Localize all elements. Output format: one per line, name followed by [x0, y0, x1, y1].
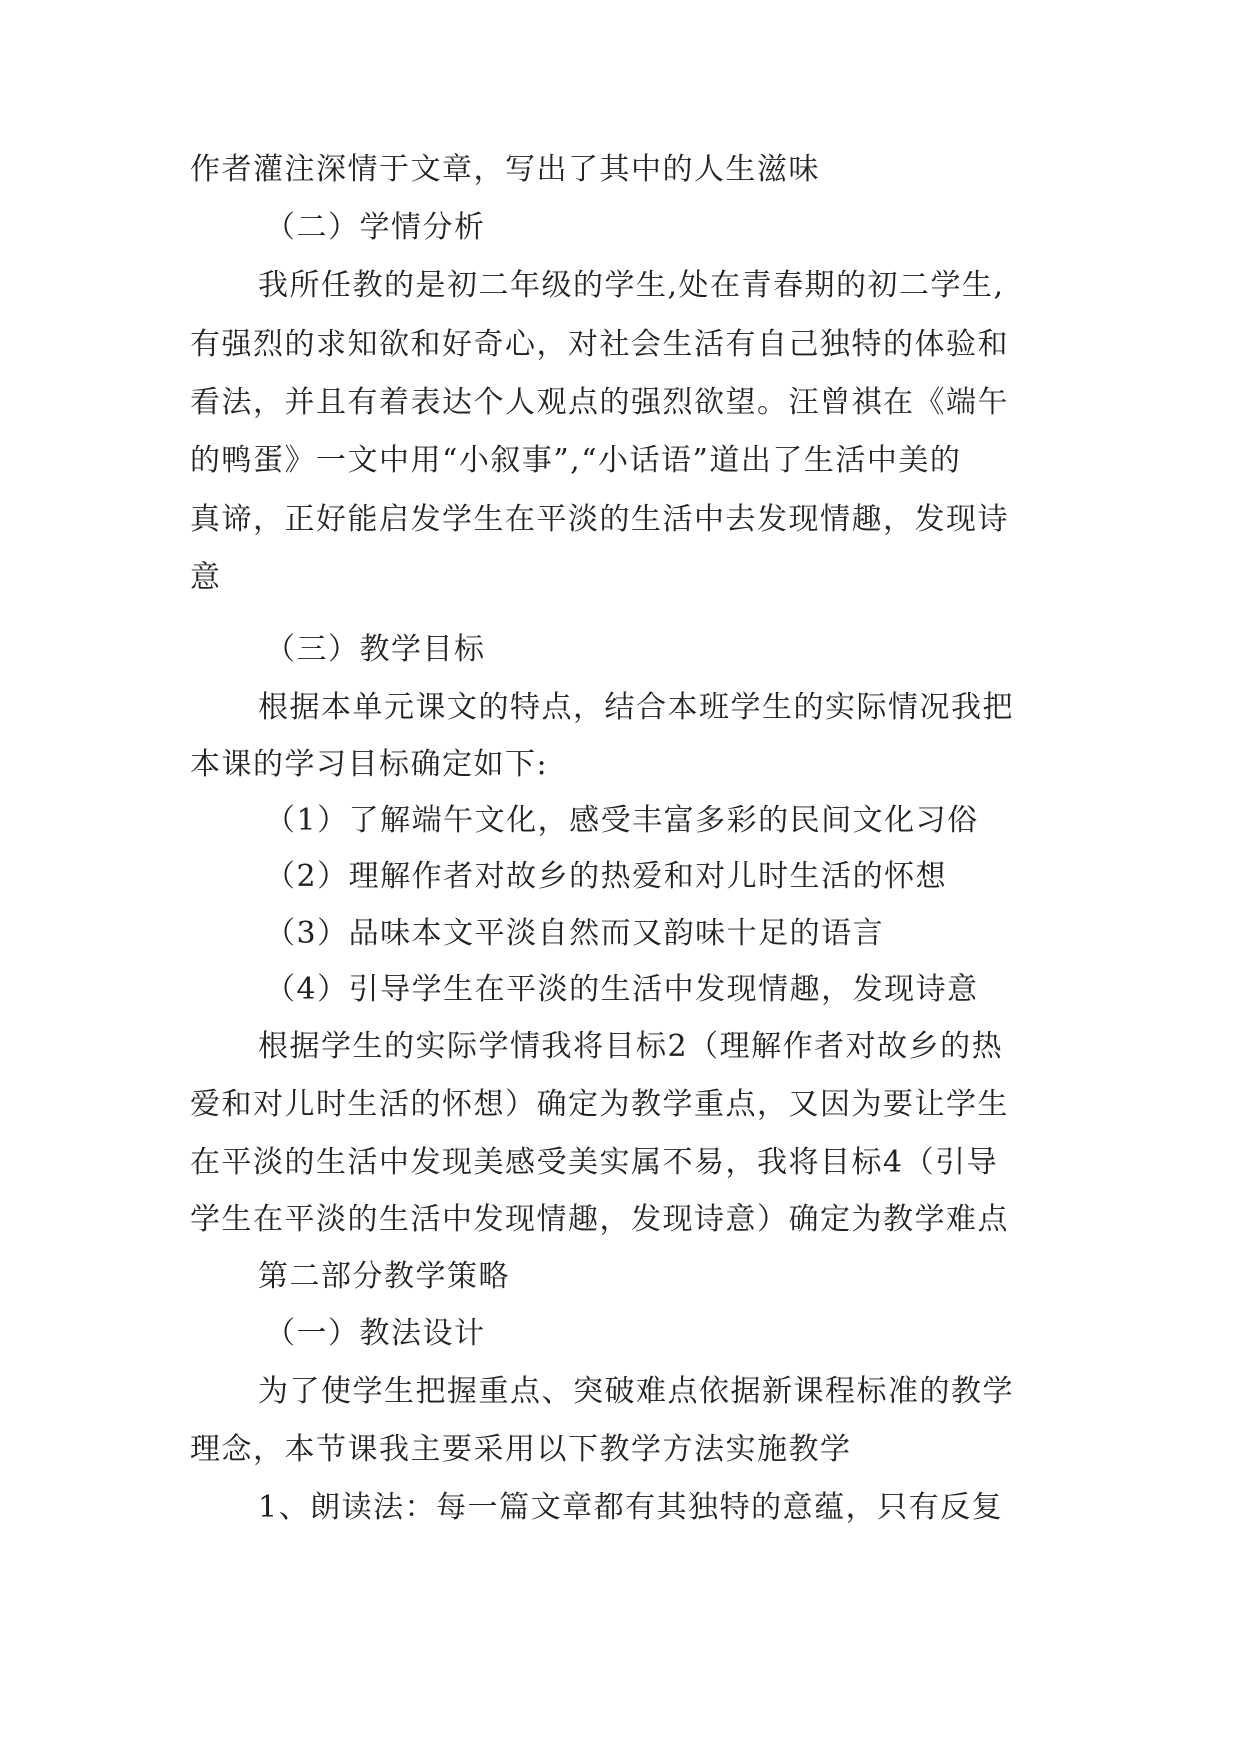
text-line: 真谛，正好能启发学生在平淡的生活中去发现情趣，发现诗 [190, 502, 1009, 537]
text-line: 意 [190, 560, 222, 595]
text-line: 我所任教的是初二年级的学生,处在青春期的初二学生, [258, 268, 1005, 303]
list-item: （3）品味本文平淡自然而又韵味十足的语言 [265, 916, 885, 951]
text-line: 爱和对儿时生活的怀想）确定为教学重点，又因为要让学生 [190, 1087, 1009, 1122]
text-line: 看法，并且有着表达个人观点的强烈欲望。汪曾祺在《端午 [190, 385, 1009, 420]
text-line: 本课的学习目标确定如下: [190, 747, 549, 782]
text-line: 有强烈的求知欲和好奇心，对社会生活有自己独特的体验和 [190, 327, 1009, 362]
section-heading: （二）学情分析 [265, 210, 486, 245]
list-item: （4）引导学生在平淡的生活中发现情趣，发现诗意 [265, 972, 979, 1007]
text-line: 根据学生的实际学情我将目标2（理解作者对故乡的热 [258, 1029, 1004, 1064]
text-line: 根据本单元课文的特点，结合本班学生的实际情况我把 [258, 690, 1014, 725]
list-item: （1）了解端午文化，感受丰富多彩的民间文化习俗 [265, 803, 979, 838]
text-line: 1、朗读法：每一篇文章都有其独特的意蕴，只有反复 [258, 1490, 1004, 1525]
section-heading: （一）教法设计 [265, 1316, 486, 1351]
text-line: 理念，本节课我主要采用以下教学方法实施教学 [190, 1432, 852, 1467]
text-line: 的鸭蛋》一文中用“小叙事”,“小话语”道出了生活中美的 [190, 443, 962, 478]
text-line: 在平淡的生活中发现美感受美实属不易，我将目标4（引导 [190, 1145, 999, 1180]
text-line: 作者灌注深情于文章，写出了其中的人生滋味 [190, 152, 820, 187]
part-heading: 第二部分教学策略 [258, 1259, 510, 1294]
text-line: 学生在平淡的生活中发现情趣，发现诗意）确定为教学难点 [190, 1202, 1009, 1237]
text-line: 为了使学生把握重点、突破难点依据新课程标准的教学 [258, 1374, 1014, 1409]
section-heading: （三）教学目标 [265, 632, 486, 667]
list-item: （2）理解作者对故乡的热爱和对儿时生活的怀想 [265, 859, 948, 894]
